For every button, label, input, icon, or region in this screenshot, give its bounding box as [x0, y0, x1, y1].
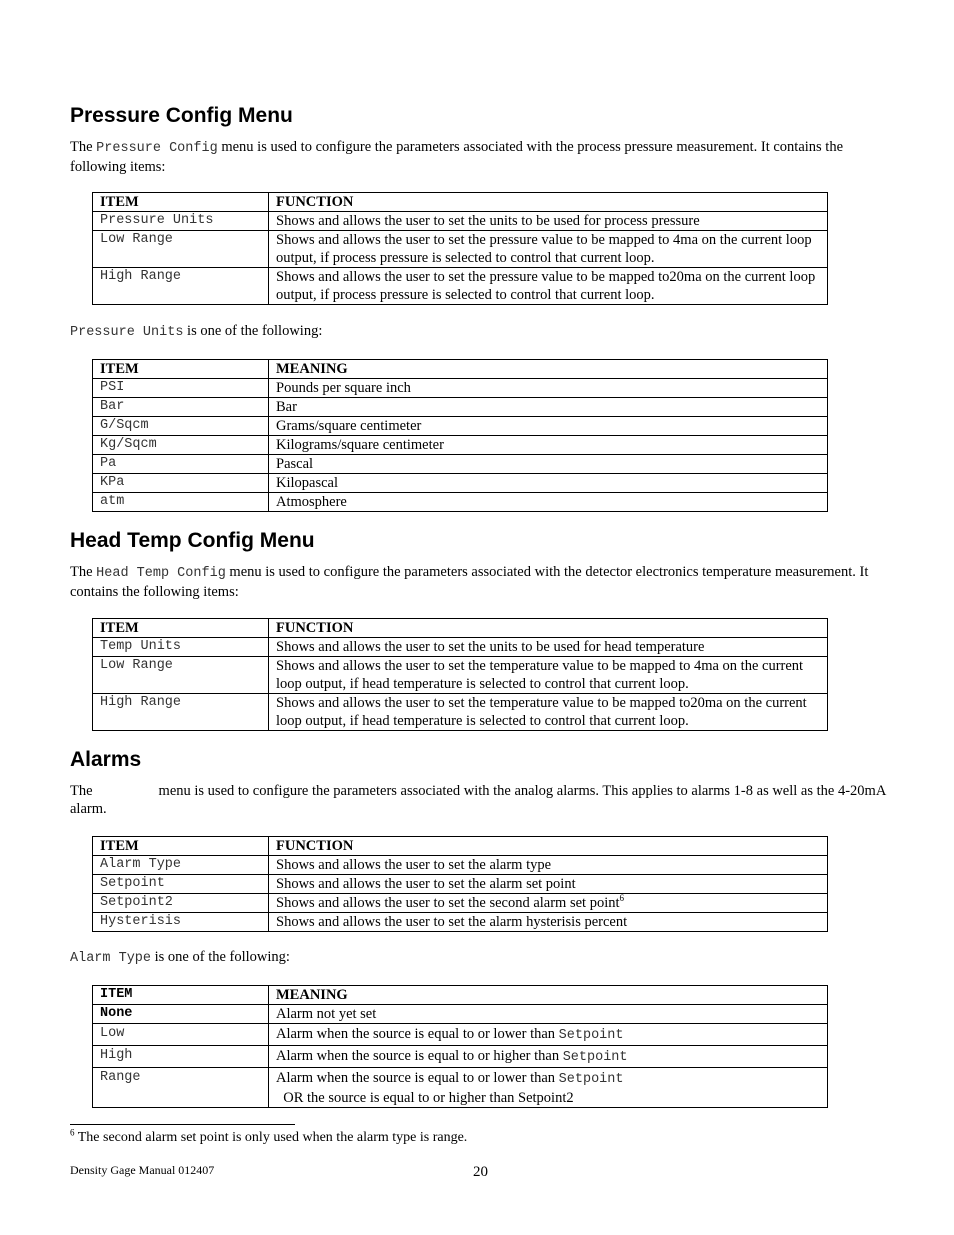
table-row [93, 1068, 828, 1108]
table-row [93, 638, 828, 657]
item-cell: Low [93, 1024, 269, 1046]
table-row [93, 455, 828, 474]
table-row [93, 875, 828, 894]
meaning-cell: Alarm when the source is equal to or lower than Setpoint OR the source is equal to or higher than Setpoint2 [269, 1068, 828, 1108]
footnote: $^6$ The second alarm set point is only used when the alarm type is range. [70, 1127, 468, 1145]
table-row [93, 436, 828, 455]
function-cell: Shows and allows the user to set the alarm type [269, 856, 828, 875]
pressure-config-intro: The Pressure Config menu is used to configure the parameters associated with the process pressure measurement. It contains the following items: [70, 139, 844, 175]
item-cell: Pa [93, 455, 269, 474]
item-cell: Low Range [93, 657, 269, 694]
table-row [93, 474, 828, 493]
head-temp-config-heading: Head Temp Config Menu [70, 529, 315, 552]
table-header-row [93, 193, 828, 212]
code-pressure-config: Pressure Config [96, 141, 218, 156]
table-row [93, 1046, 828, 1068]
table-row [93, 894, 828, 913]
alarms-intro: The menu is used to configure the parameters associated with the analog alarms. This applies to alarms 1-8 as well as the 4-20mA alarm. [70, 783, 886, 817]
footer-page-number: 20 [473, 1164, 488, 1180]
function-cell: Shows and allows the user to set the temperature value to be mapped to 4ma on the current loop output, if head temperature is selected to control that current loop. [269, 657, 828, 694]
code-setpoint: Setpoint [558, 1072, 624, 1087]
item-cell: Pressure Units [93, 212, 269, 231]
table-header-row [93, 986, 828, 1005]
meaning-cell: Pounds per square inch [269, 379, 828, 398]
item-cell: Low Range [93, 231, 269, 268]
table-row [93, 913, 828, 932]
item-cell: atm [93, 493, 269, 512]
function-cell: Shows and allows the user to set the pressure value to be mapped to20ma on the current loop output, if process pressure is selected to control that current loop. [269, 268, 828, 305]
meaning-cell: Alarm when the source is equal to or lower than Setpoint [269, 1024, 828, 1046]
item-cell: High [93, 1046, 269, 1068]
head-temp-config-intro: The Head Temp Config menu is used to configure the parameters associated with the detector electronics temperature measurement. It contains the following items: [70, 564, 869, 600]
pressure-items-table [92, 192, 828, 305]
table-row [93, 231, 828, 268]
column-header-item: ITEM [93, 837, 269, 856]
code-head-temp-config: Head Temp Config [96, 566, 226, 581]
meaning-cell: Pascal [269, 455, 828, 474]
meaning-cell: Alarm not yet set [269, 1005, 828, 1024]
alarms-heading: Alarms [70, 748, 142, 771]
footer-doc-title: Density Gage Manual 012407 [70, 1163, 215, 1177]
column-header-item: ITEM [93, 619, 269, 638]
alarm-type-intro: Alarm Type is one of the following: [70, 949, 290, 966]
item-cell: High Range [93, 268, 269, 305]
table-row [93, 1005, 828, 1024]
function-cell: Shows and allows the user to set the units to be used for process pressure [269, 212, 828, 231]
meaning-cell: Kilograms/square centimeter [269, 436, 828, 455]
table-header-row [93, 837, 828, 856]
code-setpoint: Setpoint [562, 1050, 628, 1065]
table-row [93, 694, 828, 731]
item-cell: Kg/Sqcm [93, 436, 269, 455]
pressure-config-heading: Pressure Config Menu [70, 104, 293, 127]
footnote-reference: 6 [619, 893, 625, 904]
meaning-cell: Alarm when the source is equal to or higher than Setpoint [269, 1046, 828, 1068]
table-row [93, 398, 828, 417]
item-cell: Alarm Type [93, 856, 269, 875]
function-cell: Shows and allows the user to set the temperature value to be mapped to20ma on the current loop output, if head temperature is selected to control that current loop. [269, 694, 828, 731]
table-row [93, 856, 828, 875]
code-alarm-type: Alarm Type [70, 951, 152, 966]
table-row [93, 417, 828, 436]
function-cell: Shows and allows the user to set the units to be used for head temperature [269, 638, 828, 657]
table-row [93, 379, 828, 398]
code-setpoint: Setpoint [558, 1028, 624, 1043]
meaning-cell: Atmosphere [269, 493, 828, 512]
column-header-item: ITEM [93, 986, 269, 1005]
item-cell: PSI [93, 379, 269, 398]
column-header-item: ITEM [93, 360, 269, 379]
pressure-units-intro: Pressure Units is one of the following: [70, 323, 323, 340]
head-temp-items-table [92, 618, 828, 731]
alarm-type-table [92, 985, 828, 1108]
table-row [93, 268, 828, 305]
item-cell: None [93, 1005, 269, 1024]
table-header-row [93, 619, 828, 638]
item-cell: KPa [93, 474, 269, 493]
table-row [93, 493, 828, 512]
item-cell: Hysterisis [93, 913, 269, 932]
meaning-cell: Grams/square centimeter [269, 417, 828, 436]
table-row [93, 657, 828, 694]
code-pressure-units: Pressure Units [70, 325, 184, 340]
column-header-function: FUNCTION [269, 193, 828, 212]
pressure-units-table [92, 359, 828, 512]
item-cell: Setpoint2 [93, 894, 269, 913]
item-cell: Range [93, 1068, 269, 1108]
column-header-meaning: MEANING [269, 986, 828, 1005]
function-cell: Shows and allows the user to set the pressure value to be mapped to 4ma on the current loop output, if process pressure is selected to control that current loop. [269, 231, 828, 268]
function-cell: Shows and allows the user to set the second alarm set point$^6$ [269, 894, 828, 913]
meaning-cell: Bar [269, 398, 828, 417]
item-cell: Temp Units [93, 638, 269, 657]
item-cell: Setpoint [93, 875, 269, 894]
column-header-function: FUNCTION [269, 837, 828, 856]
table-row [93, 212, 828, 231]
column-header-item: ITEM [93, 193, 269, 212]
alarms-items-table [92, 836, 828, 932]
item-cell: High Range [93, 694, 269, 731]
footnote-separator [70, 1124, 295, 1125]
meaning-cell: Kilopascal [269, 474, 828, 493]
column-header-function: FUNCTION [269, 619, 828, 638]
function-cell: Shows and allows the user to set the alarm set point [269, 875, 828, 894]
item-cell: G/Sqcm [93, 417, 269, 436]
footnote-number: 6 [70, 1127, 75, 1138]
column-header-meaning: MEANING [269, 360, 828, 379]
item-cell: Bar [93, 398, 269, 417]
table-row [93, 1024, 828, 1046]
function-cell: Shows and allows the user to set the alarm hysterisis percent [269, 913, 828, 932]
table-header-row [93, 360, 828, 379]
